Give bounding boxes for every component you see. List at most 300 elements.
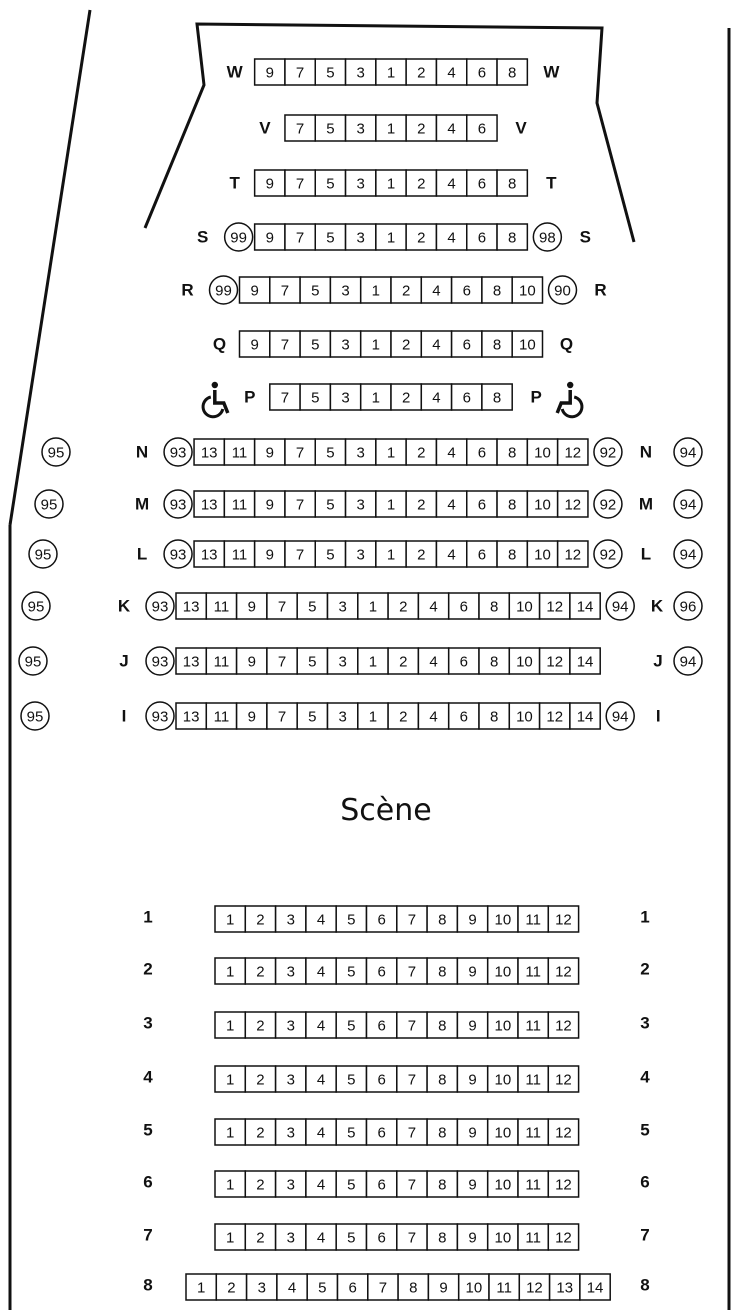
seat-8-4[interactable] xyxy=(277,1274,307,1300)
row-label-I-left: I xyxy=(121,706,127,726)
seat-M-5[interactable] xyxy=(315,491,345,517)
seat-8-9[interactable] xyxy=(428,1274,458,1300)
seat-L-12[interactable] xyxy=(558,541,588,567)
seat-1-7[interactable] xyxy=(397,906,427,932)
seat-P-5[interactable] xyxy=(300,384,330,410)
seat-1-11[interactable] xyxy=(518,906,548,932)
seat-P-6[interactable] xyxy=(452,384,482,410)
seat-P-4[interactable] xyxy=(421,384,451,410)
seat-I-12[interactable] xyxy=(540,703,570,729)
seat-W-5[interactable] xyxy=(315,59,345,85)
seat-L-92[interactable] xyxy=(594,540,622,568)
seat-N-2-number: 2 xyxy=(417,444,426,462)
seat-K-1[interactable] xyxy=(358,593,388,619)
seat-K-96[interactable] xyxy=(674,592,702,620)
seat-8-6[interactable] xyxy=(338,1274,368,1300)
seat-J-6[interactable] xyxy=(449,648,479,674)
seat-I-12-number: 12 xyxy=(546,708,564,726)
seat-7-7[interactable] xyxy=(397,1224,427,1250)
seat-W-9[interactable] xyxy=(255,59,285,85)
seat-1-8[interactable] xyxy=(427,906,457,932)
seat-V-1[interactable] xyxy=(376,115,406,141)
seat-4-7[interactable] xyxy=(397,1066,427,1092)
seat-K-6[interactable] xyxy=(449,593,479,619)
seat-M-95[interactable] xyxy=(35,490,63,518)
seat-6-9[interactable] xyxy=(457,1171,487,1197)
seat-L-5[interactable] xyxy=(315,541,345,567)
seat-N-6[interactable] xyxy=(467,439,497,465)
seat-8-5[interactable] xyxy=(307,1274,337,1300)
seat-K-4[interactable] xyxy=(418,593,448,619)
seat-V-5[interactable] xyxy=(315,115,345,141)
seat-L-7[interactable] xyxy=(285,541,315,567)
seat-J-12[interactable] xyxy=(540,648,570,674)
seat-R-6[interactable] xyxy=(452,277,482,303)
seat-6-3[interactable] xyxy=(276,1171,306,1197)
seat-W-2[interactable] xyxy=(406,59,436,85)
seat-R-9[interactable] xyxy=(240,277,270,303)
seat-M-3[interactable] xyxy=(346,491,376,517)
seat-T-3[interactable] xyxy=(346,170,376,196)
seat-4-11[interactable] xyxy=(518,1066,548,1092)
seat-8-2[interactable] xyxy=(216,1274,246,1300)
seat-4-4[interactable] xyxy=(306,1066,336,1092)
seat-J-1[interactable] xyxy=(358,648,388,674)
seat-L-1[interactable] xyxy=(376,541,406,567)
seat-8-5-number: 5 xyxy=(318,1279,327,1297)
seat-8-2-number: 2 xyxy=(227,1279,236,1297)
seat-Q-8[interactable] xyxy=(482,331,512,357)
seat-J-14[interactable] xyxy=(570,648,600,674)
seat-W-3[interactable] xyxy=(346,59,376,85)
seat-2-12[interactable] xyxy=(548,958,578,984)
seat-M-92[interactable] xyxy=(594,490,622,518)
seat-2-9-number: 9 xyxy=(468,963,477,981)
seat-7-6[interactable] xyxy=(367,1224,397,1250)
seat-R-2[interactable] xyxy=(391,277,421,303)
seat-3-4[interactable] xyxy=(306,1012,336,1038)
seat-Q-7[interactable] xyxy=(270,331,300,357)
seat-8-7[interactable] xyxy=(368,1274,398,1300)
seat-J-93[interactable] xyxy=(146,647,174,675)
seat-I-8[interactable] xyxy=(479,703,509,729)
seat-R-90[interactable] xyxy=(549,276,577,304)
seat-3-2[interactable] xyxy=(245,1012,275,1038)
seat-K-95[interactable] xyxy=(22,592,50,620)
seat-5-3[interactable] xyxy=(276,1119,306,1145)
seat-V-3[interactable] xyxy=(346,115,376,141)
seat-P-4-number: 4 xyxy=(432,389,441,407)
seat-S-99[interactable] xyxy=(225,223,253,251)
seat-L-95[interactable] xyxy=(29,540,57,568)
seat-K-13[interactable] xyxy=(176,593,206,619)
seat-K-8[interactable] xyxy=(479,593,509,619)
seat-8-10[interactable] xyxy=(459,1274,489,1300)
seat-W-7[interactable] xyxy=(285,59,315,85)
seat-7-5[interactable] xyxy=(336,1224,366,1250)
seat-J-2[interactable] xyxy=(388,648,418,674)
seat-3-6[interactable] xyxy=(367,1012,397,1038)
row-8 xyxy=(143,1274,649,1300)
seat-N-92[interactable] xyxy=(594,438,622,466)
seat-6-7[interactable] xyxy=(397,1171,427,1197)
seat-I-4[interactable] xyxy=(418,703,448,729)
seat-T-1[interactable] xyxy=(376,170,406,196)
seat-Q-1[interactable] xyxy=(361,331,391,357)
seat-M-7[interactable] xyxy=(285,491,315,517)
seat-T-5[interactable] xyxy=(315,170,345,196)
seat-5-1[interactable] xyxy=(215,1119,245,1145)
seat-W-4[interactable] xyxy=(436,59,466,85)
seat-W-1[interactable] xyxy=(376,59,406,85)
seat-R-5[interactable] xyxy=(300,277,330,303)
seat-J-94[interactable] xyxy=(674,647,702,675)
seat-3-9[interactable] xyxy=(457,1012,487,1038)
seat-5-3-number: 3 xyxy=(286,1124,295,1142)
seat-6-10[interactable] xyxy=(488,1171,518,1197)
seat-I-1[interactable] xyxy=(358,703,388,729)
seat-R-10[interactable] xyxy=(512,277,542,303)
seat-M-94[interactable] xyxy=(674,490,702,518)
seat-I-6[interactable] xyxy=(449,703,479,729)
seat-S-6[interactable] xyxy=(467,224,497,250)
seat-2-7[interactable] xyxy=(397,958,427,984)
seat-5-7[interactable] xyxy=(397,1119,427,1145)
seat-7-9[interactable] xyxy=(457,1224,487,1250)
seat-N-7[interactable] xyxy=(285,439,315,465)
seat-Q-10[interactable] xyxy=(512,331,542,357)
seat-S-99-number: 99 xyxy=(230,229,247,247)
seat-P-8-number: 8 xyxy=(492,389,502,407)
seat-I-2[interactable] xyxy=(388,703,418,729)
seat-S-1[interactable] xyxy=(376,224,406,250)
seat-J-4[interactable] xyxy=(418,648,448,674)
seat-I-7[interactable] xyxy=(267,703,297,729)
seat-I-95[interactable] xyxy=(21,702,49,730)
seat-2-2[interactable] xyxy=(245,958,275,984)
seat-L-93[interactable] xyxy=(164,540,192,568)
seat-5-6[interactable] xyxy=(367,1119,397,1145)
seat-P-1[interactable] xyxy=(361,384,391,410)
seat-L-6[interactable] xyxy=(467,541,497,567)
seat-I-94[interactable] xyxy=(606,702,634,730)
seat-7-3[interactable] xyxy=(276,1224,306,1250)
seat-L-4[interactable] xyxy=(436,541,466,567)
seat-I-93[interactable] xyxy=(146,702,174,730)
seat-J-5[interactable] xyxy=(297,648,327,674)
seat-K-11[interactable] xyxy=(206,593,236,619)
row-label-6-right: 6 xyxy=(640,1172,650,1192)
seat-2-5[interactable] xyxy=(336,958,366,984)
seat-I-11[interactable] xyxy=(206,703,236,729)
seat-J-11[interactable] xyxy=(206,648,236,674)
seat-V-7[interactable] xyxy=(285,115,315,141)
seat-W-8[interactable] xyxy=(497,59,527,85)
seat-J-10[interactable] xyxy=(509,648,539,674)
seat-5-2[interactable] xyxy=(245,1119,275,1145)
seat-L-9[interactable] xyxy=(255,541,285,567)
seat-8-3[interactable] xyxy=(247,1274,277,1300)
seat-2-8[interactable] xyxy=(427,958,457,984)
seat-R-99[interactable] xyxy=(210,276,238,304)
seat-M-2[interactable] xyxy=(406,491,436,517)
seat-3-3[interactable] xyxy=(276,1012,306,1038)
seat-M-4[interactable] xyxy=(436,491,466,517)
seat-3-5[interactable] xyxy=(336,1012,366,1038)
seat-4-3[interactable] xyxy=(276,1066,306,1092)
seat-K-93[interactable] xyxy=(146,592,174,620)
seat-7-4[interactable] xyxy=(306,1224,336,1250)
seat-4-10[interactable] xyxy=(488,1066,518,1092)
seat-K-5[interactable] xyxy=(297,593,327,619)
seat-T-9[interactable] xyxy=(255,170,285,196)
seat-1-4[interactable] xyxy=(306,906,336,932)
seat-K-94[interactable] xyxy=(606,592,634,620)
seat-L-2[interactable] xyxy=(406,541,436,567)
seat-2-4[interactable] xyxy=(306,958,336,984)
seat-4-2[interactable] xyxy=(245,1066,275,1092)
seat-1-5[interactable] xyxy=(336,906,366,932)
seat-T-8[interactable] xyxy=(497,170,527,196)
seat-R-8[interactable] xyxy=(482,277,512,303)
seat-1-10-number: 10 xyxy=(494,911,512,929)
seat-Q-5[interactable] xyxy=(300,331,330,357)
seat-N-2[interactable] xyxy=(406,439,436,465)
seat-4-1[interactable] xyxy=(215,1066,245,1092)
seat-4-6[interactable] xyxy=(367,1066,397,1092)
seat-4-9[interactable] xyxy=(457,1066,487,1092)
seat-J-2-number: 2 xyxy=(399,653,408,671)
seat-1-2[interactable] xyxy=(245,906,275,932)
seat-N-10[interactable] xyxy=(527,439,557,465)
seat-M-93[interactable] xyxy=(164,490,192,518)
seat-6-8[interactable] xyxy=(427,1171,457,1197)
seat-L-13[interactable] xyxy=(194,541,224,567)
seat-M-1[interactable] xyxy=(376,491,406,517)
seat-S-7[interactable] xyxy=(285,224,315,250)
seat-I-10[interactable] xyxy=(509,703,539,729)
seat-N-10-number: 10 xyxy=(534,444,551,462)
seat-P-1-number: 1 xyxy=(371,389,381,407)
seat-R-7[interactable] xyxy=(270,277,300,303)
seat-3-1[interactable] xyxy=(215,1012,245,1038)
seat-5-4[interactable] xyxy=(306,1119,336,1145)
seat-3-12[interactable] xyxy=(548,1012,578,1038)
seat-2-3[interactable] xyxy=(276,958,306,984)
seat-J-3-number: 3 xyxy=(338,653,347,671)
seat-N-11[interactable] xyxy=(224,439,254,465)
seat-6-6[interactable] xyxy=(367,1171,397,1197)
seat-5-8[interactable] xyxy=(427,1119,457,1145)
seat-L-3[interactable] xyxy=(346,541,376,567)
seat-J-9[interactable] xyxy=(237,648,267,674)
seat-M-9[interactable] xyxy=(255,491,285,517)
seat-Q-3[interactable] xyxy=(330,331,360,357)
row-R xyxy=(181,276,606,304)
seat-N-3[interactable] xyxy=(346,439,376,465)
seat-S-5[interactable] xyxy=(315,224,345,250)
seat-S-8[interactable] xyxy=(497,224,527,250)
seat-3-8[interactable] xyxy=(427,1012,457,1038)
seat-2-6[interactable] xyxy=(367,958,397,984)
seat-J-13[interactable] xyxy=(176,648,206,674)
seat-7-12[interactable] xyxy=(548,1224,578,1250)
seat-N-93[interactable] xyxy=(164,438,192,466)
seat-N-9[interactable] xyxy=(255,439,285,465)
seat-K-94-number: 94 xyxy=(611,598,629,616)
seat-6-12[interactable] xyxy=(548,1171,578,1197)
seat-K-14[interactable] xyxy=(570,593,600,619)
seat-1-9-number: 9 xyxy=(468,911,477,929)
seat-J-8[interactable] xyxy=(479,648,509,674)
seat-K-3[interactable] xyxy=(328,593,358,619)
seat-1-3[interactable] xyxy=(276,906,306,932)
seat-Q-4[interactable] xyxy=(421,331,451,357)
seat-1-1[interactable] xyxy=(215,906,245,932)
seat-M-8[interactable] xyxy=(497,491,527,517)
seat-2-6-number: 6 xyxy=(377,963,386,981)
seat-5-9[interactable] xyxy=(457,1119,487,1145)
seat-M-10[interactable] xyxy=(527,491,557,517)
seat-V-2[interactable] xyxy=(406,115,436,141)
seat-I-13[interactable] xyxy=(176,703,206,729)
seat-P-2[interactable] xyxy=(391,384,421,410)
seat-K-9[interactable] xyxy=(237,593,267,619)
seat-5-5[interactable] xyxy=(336,1119,366,1145)
seat-I-14[interactable] xyxy=(570,703,600,729)
seat-M-8-number: 8 xyxy=(508,496,517,514)
seat-5-10[interactable] xyxy=(488,1119,518,1145)
seat-8-8[interactable] xyxy=(398,1274,428,1300)
seat-3-10[interactable] xyxy=(488,1012,518,1038)
seat-N-94[interactable] xyxy=(674,438,702,466)
seat-K-10[interactable] xyxy=(509,593,539,619)
seat-T-6[interactable] xyxy=(467,170,497,196)
seat-V-6[interactable] xyxy=(467,115,497,141)
seat-R-3[interactable] xyxy=(330,277,360,303)
seat-K-7[interactable] xyxy=(267,593,297,619)
seat-J-95[interactable] xyxy=(19,647,47,675)
seat-K-12[interactable] xyxy=(540,593,570,619)
seat-1-6[interactable] xyxy=(367,906,397,932)
row-label-7-right: 7 xyxy=(640,1225,650,1245)
seat-1-10[interactable] xyxy=(488,906,518,932)
seat-I-9[interactable] xyxy=(237,703,267,729)
seat-5-12-number: 12 xyxy=(555,1124,572,1142)
seat-I-5[interactable] xyxy=(297,703,327,729)
seat-4-12[interactable] xyxy=(548,1066,578,1092)
seat-S-4[interactable] xyxy=(436,224,466,250)
seat-8-14[interactable] xyxy=(580,1274,610,1300)
seat-J-3[interactable] xyxy=(328,648,358,674)
seat-T-7[interactable] xyxy=(285,170,315,196)
seat-J-8-number: 8 xyxy=(489,653,499,671)
seat-N-12[interactable] xyxy=(558,439,588,465)
seat-M-11[interactable] xyxy=(224,491,254,517)
seat-1-9[interactable] xyxy=(457,906,487,932)
seat-R-1[interactable] xyxy=(361,277,391,303)
seat-T-4[interactable] xyxy=(436,170,466,196)
seat-P-3[interactable] xyxy=(330,384,360,410)
seat-5-12[interactable] xyxy=(548,1119,578,1145)
seat-6-11[interactable] xyxy=(518,1171,548,1197)
row-N xyxy=(42,438,702,466)
seat-L-94[interactable] xyxy=(674,540,702,568)
seat-7-8[interactable] xyxy=(427,1224,457,1250)
row-P xyxy=(203,382,582,417)
seat-4-3-number: 3 xyxy=(286,1071,295,1089)
seat-P-7[interactable] xyxy=(270,384,300,410)
seat-7-4-number: 4 xyxy=(316,1229,326,1247)
seat-N-13[interactable] xyxy=(194,439,224,465)
seat-5-5-number: 5 xyxy=(347,1124,356,1142)
seat-2-1[interactable] xyxy=(215,958,245,984)
seat-L-8[interactable] xyxy=(497,541,527,567)
seat-6-2[interactable] xyxy=(245,1171,275,1197)
seat-J-7[interactable] xyxy=(267,648,297,674)
seat-8-11[interactable] xyxy=(489,1274,519,1300)
seat-I-94-number: 94 xyxy=(611,708,629,726)
seat-T-2[interactable] xyxy=(406,170,436,196)
seat-1-12[interactable] xyxy=(548,906,578,932)
seat-Q-9[interactable] xyxy=(240,331,270,357)
seat-Q-2[interactable] xyxy=(391,331,421,357)
seat-N-4[interactable] xyxy=(436,439,466,465)
seat-M-13[interactable] xyxy=(194,491,224,517)
seat-7-10[interactable] xyxy=(488,1224,518,1250)
seat-4-5[interactable] xyxy=(336,1066,366,1092)
seat-3-7[interactable] xyxy=(397,1012,427,1038)
seat-W-6[interactable] xyxy=(467,59,497,85)
seat-8-12[interactable] xyxy=(519,1274,549,1300)
seat-N-95[interactable] xyxy=(42,438,70,466)
seat-2-9[interactable] xyxy=(457,958,487,984)
seat-7-1[interactable] xyxy=(215,1224,245,1250)
seat-4-6-number: 6 xyxy=(377,1071,386,1089)
seat-L-10[interactable] xyxy=(527,541,557,567)
seat-6-5[interactable] xyxy=(336,1171,366,1197)
seat-4-8[interactable] xyxy=(427,1066,457,1092)
seat-N-8[interactable] xyxy=(497,439,527,465)
seat-S-3[interactable] xyxy=(346,224,376,250)
seat-6-4[interactable] xyxy=(306,1171,336,1197)
seat-8-13[interactable] xyxy=(550,1274,580,1300)
seat-N-1[interactable] xyxy=(376,439,406,465)
seat-V-4[interactable] xyxy=(436,115,466,141)
seat-2-10[interactable] xyxy=(488,958,518,984)
seat-S-9[interactable] xyxy=(255,224,285,250)
seat-6-4-number: 4 xyxy=(316,1176,326,1194)
seat-R-4[interactable] xyxy=(421,277,451,303)
seat-2-11[interactable] xyxy=(518,958,548,984)
seat-M-6[interactable] xyxy=(467,491,497,517)
seat-P-8[interactable] xyxy=(482,384,512,410)
seat-N-5[interactable] xyxy=(315,439,345,465)
seat-K-2[interactable] xyxy=(388,593,418,619)
seat-Q-6[interactable] xyxy=(452,331,482,357)
seat-6-1[interactable] xyxy=(215,1171,245,1197)
seat-3-11[interactable] xyxy=(518,1012,548,1038)
seat-7-2[interactable] xyxy=(245,1224,275,1250)
seat-S-2[interactable] xyxy=(406,224,436,250)
seat-L-11[interactable] xyxy=(224,541,254,567)
seat-S-98[interactable] xyxy=(533,223,561,251)
seat-8-1[interactable] xyxy=(186,1274,216,1300)
seat-M-12[interactable] xyxy=(558,491,588,517)
seat-7-11[interactable] xyxy=(518,1224,548,1250)
seat-I-3[interactable] xyxy=(328,703,358,729)
seat-5-11[interactable] xyxy=(518,1119,548,1145)
